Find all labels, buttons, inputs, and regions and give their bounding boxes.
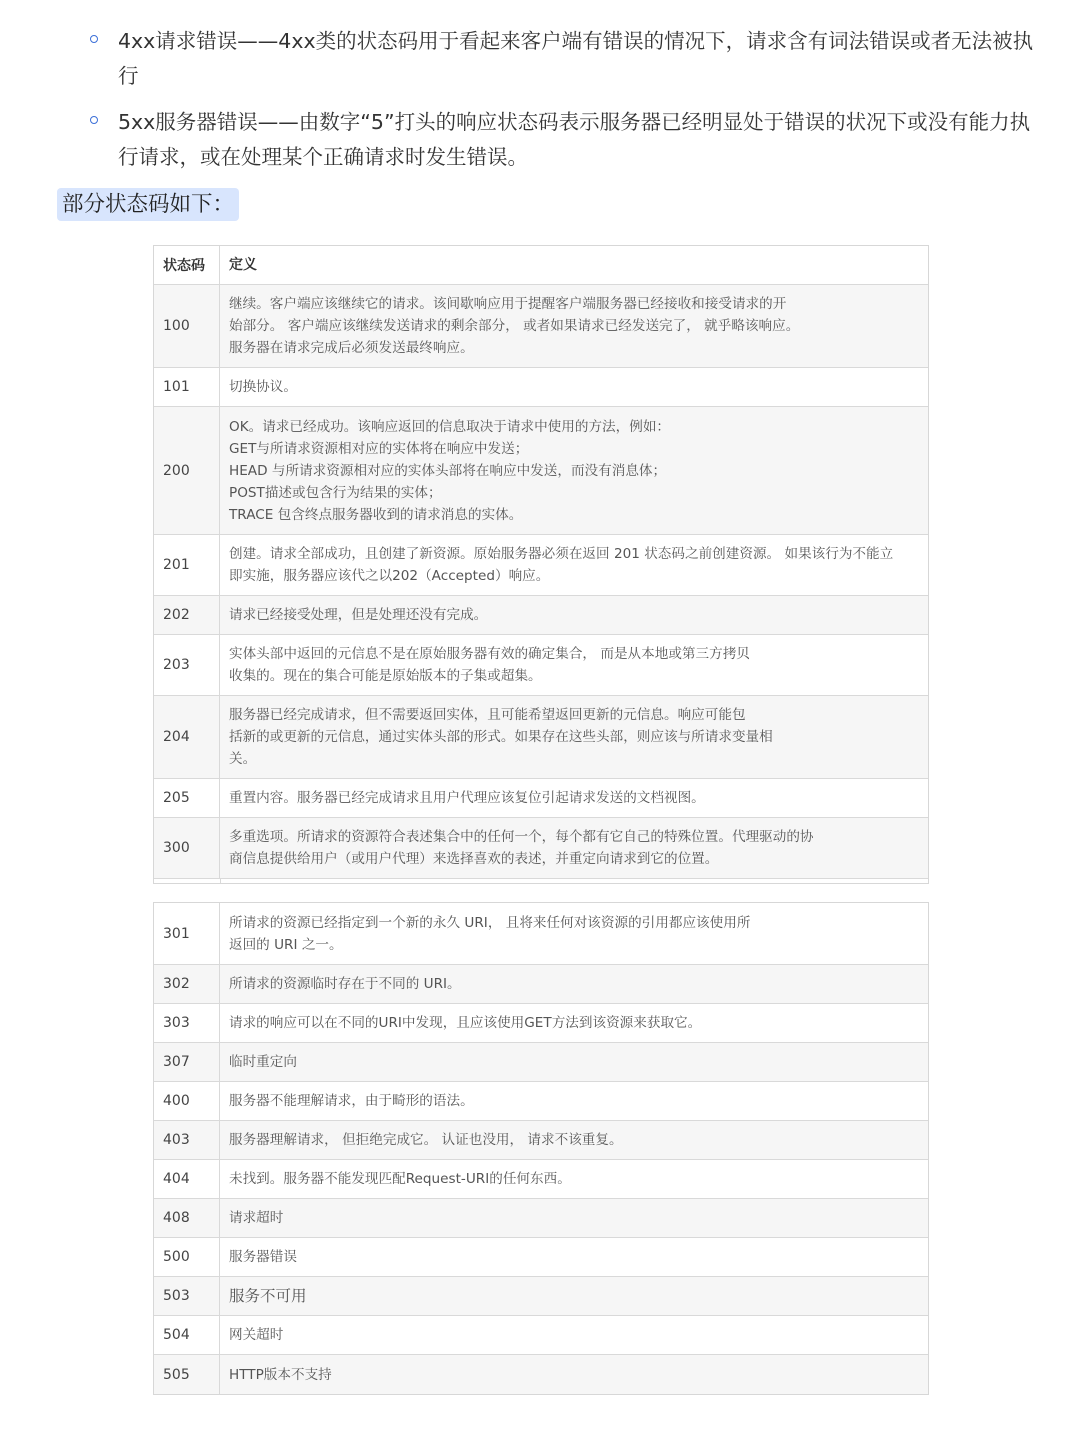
status-code: 204 bbox=[154, 696, 220, 778]
table-row bbox=[154, 1199, 928, 1238]
table-row bbox=[154, 596, 928, 635]
status-code: 301 bbox=[154, 903, 220, 964]
table-row bbox=[154, 1277, 928, 1316]
table-row bbox=[154, 1238, 928, 1277]
bullet-item-4xx bbox=[0, 24, 1080, 94]
table-row bbox=[154, 1043, 928, 1082]
status-code: 307 bbox=[154, 1043, 220, 1081]
status-code: 302 bbox=[154, 965, 220, 1003]
table-row bbox=[154, 779, 928, 818]
table-row bbox=[154, 1316, 928, 1355]
status-code: 403 bbox=[154, 1121, 220, 1159]
table-row bbox=[154, 965, 928, 1004]
table-row bbox=[154, 1160, 928, 1199]
status-definition: 重置内容。服务器已经完成请求且用户代理应该复位引起请求发送的文档视图。 bbox=[229, 790, 705, 806]
table-header-row bbox=[154, 246, 928, 285]
table-row bbox=[154, 696, 928, 779]
status-code: 205 bbox=[154, 779, 220, 817]
status-code: 202 bbox=[154, 596, 220, 634]
table-row bbox=[154, 1355, 928, 1394]
status-code: 201 bbox=[154, 535, 220, 595]
status-definition: 切换协议。 bbox=[229, 379, 297, 395]
bullet-text: 4xx请求错误——4xx类的状态码用于看起来客户端有错误的情况下，请求含有词法错误或者无法被执行 bbox=[118, 29, 1034, 88]
status-definition: 所请求的资源已经指定到一个新的永久 URI， 且将来任何对该资源的引用都应该使用所 返回的 URI 之一。 bbox=[229, 914, 751, 953]
table-row bbox=[154, 1121, 928, 1160]
status-code: 200 bbox=[154, 407, 220, 534]
table-row bbox=[154, 407, 928, 535]
status-definition: 服务不可用 bbox=[229, 1287, 307, 1305]
table-row bbox=[154, 285, 928, 368]
table-row bbox=[154, 635, 928, 696]
bullet-text: 5xx服务器错误——由数字“5”打头的响应状态码表示服务器已经明显处于错误的状况下或没有能力执行请求，或在处理某个正确请求时发生错误。 bbox=[118, 110, 1031, 169]
status-code: 500 bbox=[154, 1238, 220, 1276]
header-code: 状态码 bbox=[154, 246, 220, 284]
bullet-item-5xx bbox=[0, 105, 1080, 175]
table-row bbox=[154, 1004, 928, 1043]
status-definition: 实体头部中返回的元信息不是在原始服务器有效的确定集合， 而是从本地或第三方拷贝 收集的。现在的集合可能是原始版本的子集或超集。 bbox=[229, 646, 750, 684]
bullet-marker-icon bbox=[90, 35, 98, 43]
status-code: 400 bbox=[154, 1082, 220, 1120]
status-code: 504 bbox=[154, 1316, 220, 1354]
status-code: 203 bbox=[154, 635, 220, 695]
status-definition: 多重选项。所请求的资源符合表述集合中的任何一个，每个都有它自己的特殊位置。代理驱动的协 商信息提供给用户（或用户代理）来选择喜欢的表述，并重定向请求到它的位置。 bbox=[229, 829, 814, 867]
status-definition: HTTP版本不支持 bbox=[229, 1366, 332, 1383]
status-definition: 服务器理解请求， 但拒绝完成它。 认证也没用， 请求不该重复。 bbox=[229, 1132, 623, 1148]
status-code: 404 bbox=[154, 1160, 220, 1198]
status-definition: 网关超时 bbox=[229, 1327, 284, 1343]
status-definition: 请求超时 bbox=[229, 1210, 284, 1226]
status-definition: 继续。客户端应该继续它的请求。该间歇响应用于提醒客户端服务器已经接收和接受请求的开 始部分。 客户端应该继续发送请求的剩余部分， 或者如果请求已经发送完了， 就乎略该响应。 服务器在请求完成后必须发送最终响应。 bbox=[229, 296, 800, 356]
status-code: 408 bbox=[154, 1199, 220, 1237]
table-row bbox=[154, 818, 928, 879]
status-code-table-part1 bbox=[153, 245, 929, 884]
status-code: 505 bbox=[154, 1355, 220, 1394]
status-code: 300 bbox=[154, 818, 220, 878]
status-code: 303 bbox=[154, 1004, 220, 1042]
bullet-marker-icon bbox=[90, 116, 98, 124]
status-definition: 服务器不能理解请求，由于畸形的语法。 bbox=[229, 1093, 474, 1109]
status-code: 101 bbox=[154, 368, 220, 406]
status-definition: 所请求的资源临时存在于不同的 URI。 bbox=[229, 976, 461, 992]
status-definition: 未找到。服务器不能发现匹配Request-URI的任何东西。 bbox=[229, 1171, 571, 1187]
status-definition: 临时重定向 bbox=[229, 1054, 297, 1070]
status-definition: 请求的响应可以在不同的URI中发现，且应该使用GET方法到该资源来获取它。 bbox=[229, 1015, 702, 1031]
status-code: 503 bbox=[154, 1277, 220, 1315]
status-definition: 请求已经接受处理，但是处理还没有完成。 bbox=[229, 607, 488, 623]
table-continuation-strip bbox=[154, 879, 928, 883]
bullet-list bbox=[0, 24, 1080, 186]
table-row bbox=[154, 1082, 928, 1121]
status-code: 100 bbox=[154, 285, 220, 367]
status-definition: 服务器已经完成请求，但不需要返回实体，且可能希望返回更新的元信息。响应可能包 括新的或更新的元信息，通过实体头部的形式。如果存在这些头部，则应该与所请求变量相 关。 bbox=[229, 707, 773, 767]
table-row bbox=[154, 903, 928, 965]
table-row bbox=[154, 535, 928, 596]
status-code-table-part2 bbox=[153, 902, 929, 1395]
section-heading: 部分状态码如下： bbox=[57, 188, 239, 221]
header-definition: 定义 bbox=[229, 257, 257, 273]
table-row bbox=[154, 368, 928, 407]
status-definition: OK。请求已经成功。该响应返回的信息取决于请求中使用的方法，例如： GET与所请求资源相对应的实体将在响应中发送； HEAD 与所请求资源相对应的实体头部将在响应中发送，而没有消息体； POST描述或包含行为结果的实体； TRACE 包含终点服务器收到的请求消息的实体。 bbox=[229, 418, 671, 523]
status-definition: 服务器错误 bbox=[229, 1249, 297, 1265]
status-definition: 创建。请求全部成功，且创建了新资源。原始服务器必须在返回 201 状态码之前创建资源。 如果该行为不能立 即实施，服务器应该代之以202（Accepted）响应。 bbox=[229, 546, 894, 584]
